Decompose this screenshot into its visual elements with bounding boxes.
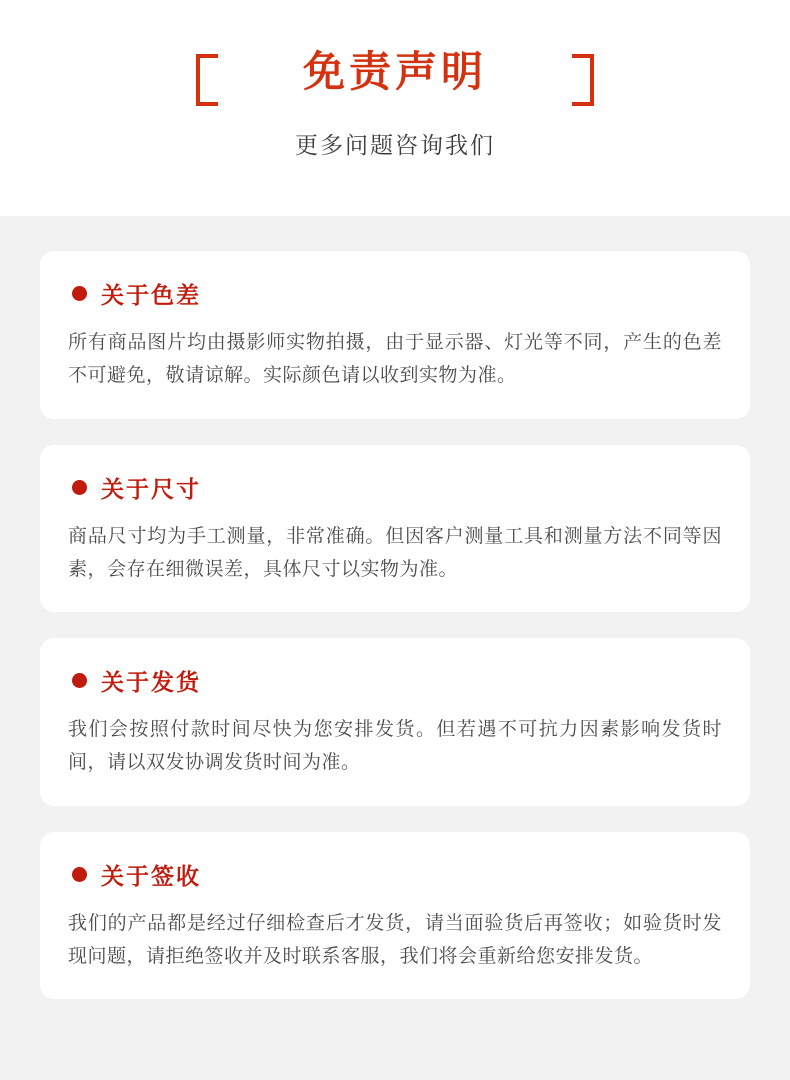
section-body: 商品尺寸均为手工测量，非常准确。但因客户测量工具和测量方法不同等因素，会存在细微误差，具体尺寸以实物为准。 (68, 525, 722, 580)
section-title: 关于签收 (101, 862, 201, 889)
section-title: 关于色差 (101, 282, 201, 308)
page-title: 免责声明 (302, 48, 487, 95)
title-wrap (0, 0, 790, 99)
page-header (0, 0, 790, 216)
section-header (68, 664, 722, 697)
bullet-dot-icon (72, 480, 87, 495)
section-header (68, 858, 722, 891)
section-body: 我们的产品都是经过仔细检查后才发货，请当面验货后再签收；如验货时发现问题，请拒绝签收并及时联系客服，我们将会重新给您安排发货。 (68, 912, 722, 967)
sections-list (0, 216, 790, 999)
section-card-color (40, 251, 750, 419)
section-header (68, 471, 722, 504)
section-card-size (40, 445, 750, 613)
bullet-dot-icon (72, 867, 87, 882)
section-card-shipping (40, 638, 750, 806)
section-title: 关于发货 (101, 669, 201, 695)
section-body: 我们会按照付款时间尽快为您安排发货。但若遇不可抗力因素影响发货时间，请以双发协调发货时间为准。 (68, 719, 722, 774)
section-body: 所有商品图片均由摄影师实物拍摄，由于显示器、灯光等不同，产生的色差不可避免，敬请谅解。实际颜色请以收到实物为准。 (68, 332, 722, 387)
section-header (68, 277, 722, 310)
page-subtitle: 更多问题咨询我们 (295, 131, 495, 158)
bracket-left-decoration (196, 54, 218, 106)
bullet-dot-icon (72, 673, 87, 688)
section-card-receipt (40, 832, 750, 1000)
bracket-right-decoration (572, 54, 594, 106)
section-title: 关于尺寸 (101, 475, 201, 502)
bullet-dot-icon (72, 286, 87, 301)
